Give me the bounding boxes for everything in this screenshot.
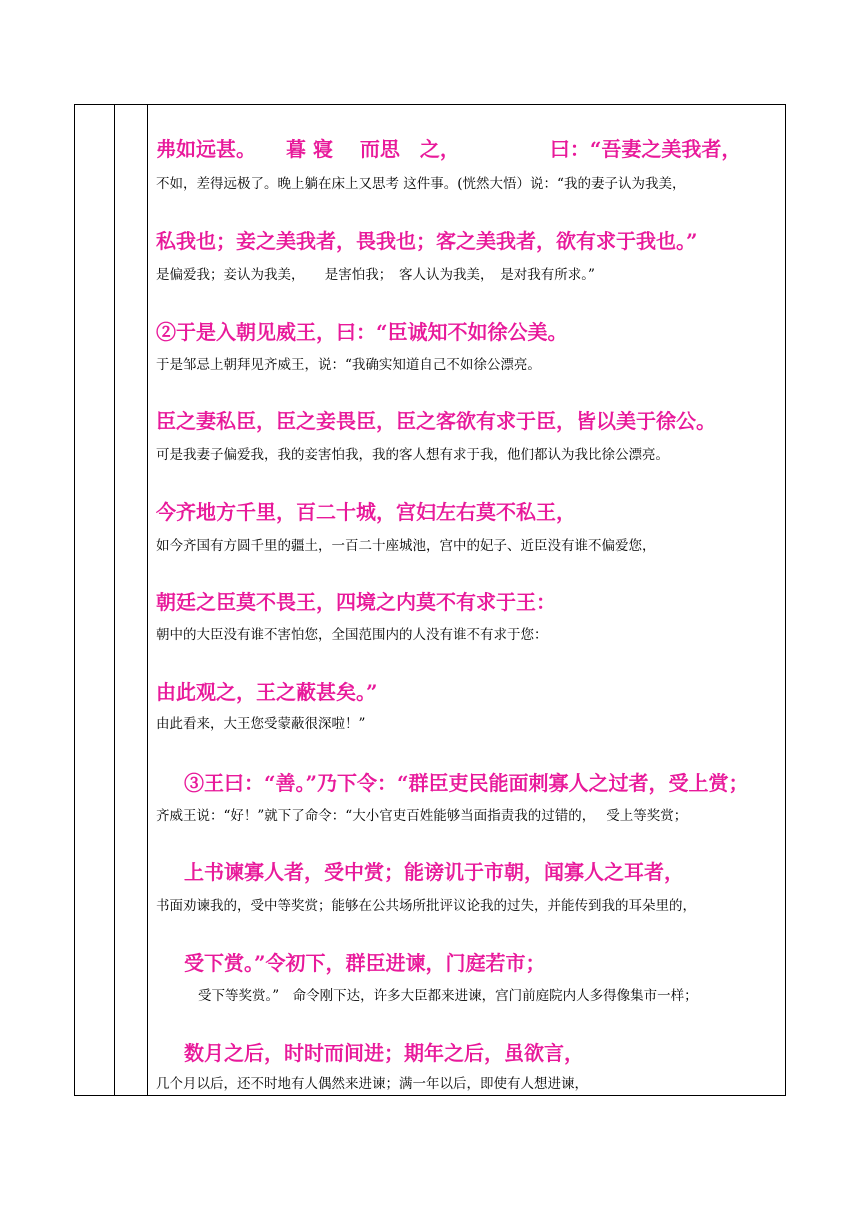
classical-line-4: 臣之妻私臣，臣之妾畏臣，臣之客欲有求于臣，皆以美于徐公。 [156, 409, 716, 433]
translation-line-11: 几个月以后，还不时地有人偶然来进谏；满一年以后，即使有人想进谏， [156, 1076, 588, 1092]
classical-line-3: ②于是入朝见威王，曰：“臣诚知不如徐公美。 [156, 320, 568, 344]
column-divider-1 [114, 105, 115, 1095]
translation-line-7: 由此看来，大王您受蒙蔽很深啦！” [156, 716, 366, 732]
translation-line-6: 朝中的大臣没有谁不害怕您，全国范围内的人没有谁不有求于您： [156, 627, 548, 643]
translation-line-9: 书面劝谏我的，受中等奖赏；能够在公共场所批评议论我的过失，并能传到我的耳朵里的， [156, 898, 696, 914]
translation-line-2: 是偏爱我；妾认为我美， 是害怕我； 客人认为我美， 是对我有所求。” [156, 267, 595, 283]
classical-line-8: ③王曰：“善。”乃下令：“群臣吏民能面刺寡人之过者，受上赏； [184, 771, 749, 795]
classical-line-2: 私我也；妾之美我者，畏我也；客之美我者，欲有求于我也。” [156, 229, 698, 253]
classical-line-5: 今齐地方千里，百二十城，宫妇左右莫不私王， [156, 500, 576, 524]
classical-line-1: 弗如远甚。 暮 寝 而思 之， 曰：“吾妻之美我者， [156, 137, 742, 161]
translation-line-1: 不如，差得远极了。晚上躺在床上又思考 这件事。(恍然大悟）说：“我的妻子认为我美， [156, 176, 686, 192]
classical-line-9: 上书谏寡人者，受中赏；能谤讥于市朝，闻寡人之耳者， [184, 860, 684, 884]
translation-line-10: 受下等奖赏。” 命令刚下达，许多大臣都来进谏，宫门前庭院内人多得像集市一样； [198, 988, 698, 1004]
classical-line-6: 朝廷之臣莫不畏王，四境之内莫不有求于王： [156, 590, 556, 614]
translation-line-8: 齐威王说：“好！”就下了命令：“大小官吏百姓能够当面指责我的过错的， 受上等奖赏； [156, 808, 688, 824]
translation-line-3: 于是邹忌上朝拜见齐威王，说：“我确实知道自己不如徐公漂亮。 [156, 357, 541, 373]
text-column [148, 105, 785, 1095]
classical-line-10: 受下赏。”令初下，群臣进谏，门庭若市； [184, 951, 546, 975]
document-table [74, 104, 786, 1096]
translation-line-5: 如今齐国有方圆千里的疆土，一百二十座城池，宫中的妃子、近臣没有谁不偏爱您， [156, 538, 656, 554]
classical-line-11: 数月之后，时时而间进；期年之后，虽欲言， [184, 1041, 584, 1065]
classical-line-7: 由此观之，王之蔽甚矣。” [156, 680, 378, 704]
translation-line-4: 可是我妻子偏爱我，我的妾害怕我，我的客人想有求于我，他们都认为我比徐公漂亮。 [156, 447, 669, 463]
